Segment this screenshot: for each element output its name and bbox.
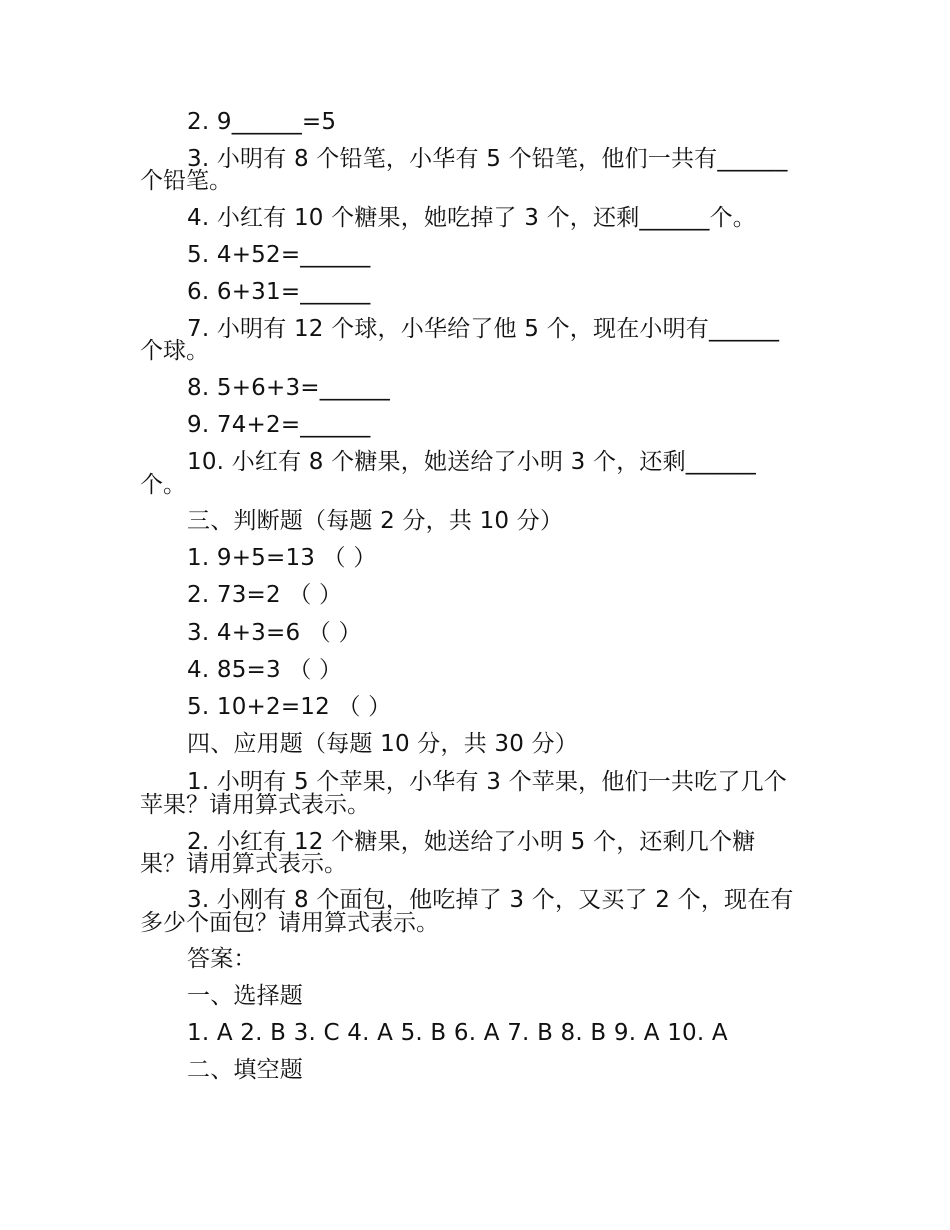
apply-item-1-continuation: 苹果？请用算式表示。 (140, 792, 370, 818)
answers-section-fill-in: 二、填空题 (187, 1057, 303, 1083)
fill-in-item-10-continuation: 个。 (140, 472, 186, 498)
fill-in-item-9: 9. 74+2=______ (187, 412, 371, 438)
apply-item-3: 3. 小刚有 8 个面包，他吃掉了 3 个，又买了 2 个，现在有 (187, 887, 794, 913)
fill-in-item-10: 10. 小红有 8 个糖果，她送给了小明 3 个，还剩______ (187, 449, 756, 475)
answers-heading: 答案： (187, 946, 257, 972)
fill-in-item-2: 2. 9______=5 (187, 109, 337, 135)
apply-item-3-continuation: 多少个面包？请用算式表示。 (140, 910, 439, 936)
fill-in-item-4: 4. 小红有 10 个糖果，她吃掉了 3 个，还剩______个。 (187, 205, 756, 231)
apply-item-1: 1. 小明有 5 个苹果，小华有 3 个苹果，他们一共吃了几个 (187, 769, 787, 795)
answers-section-choice: 一、选择题 (187, 983, 303, 1009)
fill-in-item-7-continuation: 个球。 (140, 338, 209, 364)
fill-in-item-7: 7. 小明有 12 个球，小华给了他 5 个，现在小明有______ (187, 316, 780, 342)
fill-in-item-5: 5. 4+52=______ (187, 242, 371, 268)
apply-section-heading: 四、应用题（每题 10 分，共 30 分） (187, 731, 578, 757)
judge-item-5: 5. 10+2=12 （ ） (187, 694, 392, 720)
fill-in-item-3: 3. 小明有 8 个铅笔，小华有 5 个铅笔，他们一共有______ (187, 146, 788, 172)
apply-item-2: 2. 小红有 12 个糖果，她送给了小明 5 个，还剩几个糖 (187, 829, 756, 855)
judge-item-3: 3. 4+3=6 （ ） (187, 620, 362, 646)
judge-section-heading: 三、判断题（每题 2 分，共 10 分） (187, 508, 564, 534)
judge-item-1: 1. 9+5=13 （ ） (187, 545, 377, 571)
answers-choice-list: 1. A 2. B 3. C 4. A 5. B 6. A 7. B 8. B 9. A 10. A (187, 1020, 728, 1046)
fill-in-item-6: 6. 6+31=______ (187, 279, 371, 305)
fill-in-item-8: 8. 5+6+3=______ (187, 375, 390, 401)
fill-in-item-3-continuation: 个铅笔。 (140, 168, 232, 194)
judge-item-4: 4. 85=3 （ ） (187, 657, 343, 683)
apply-item-2-continuation: 果？请用算式表示。 (140, 851, 347, 877)
judge-item-2: 2. 73=2 （ ） (187, 582, 343, 608)
